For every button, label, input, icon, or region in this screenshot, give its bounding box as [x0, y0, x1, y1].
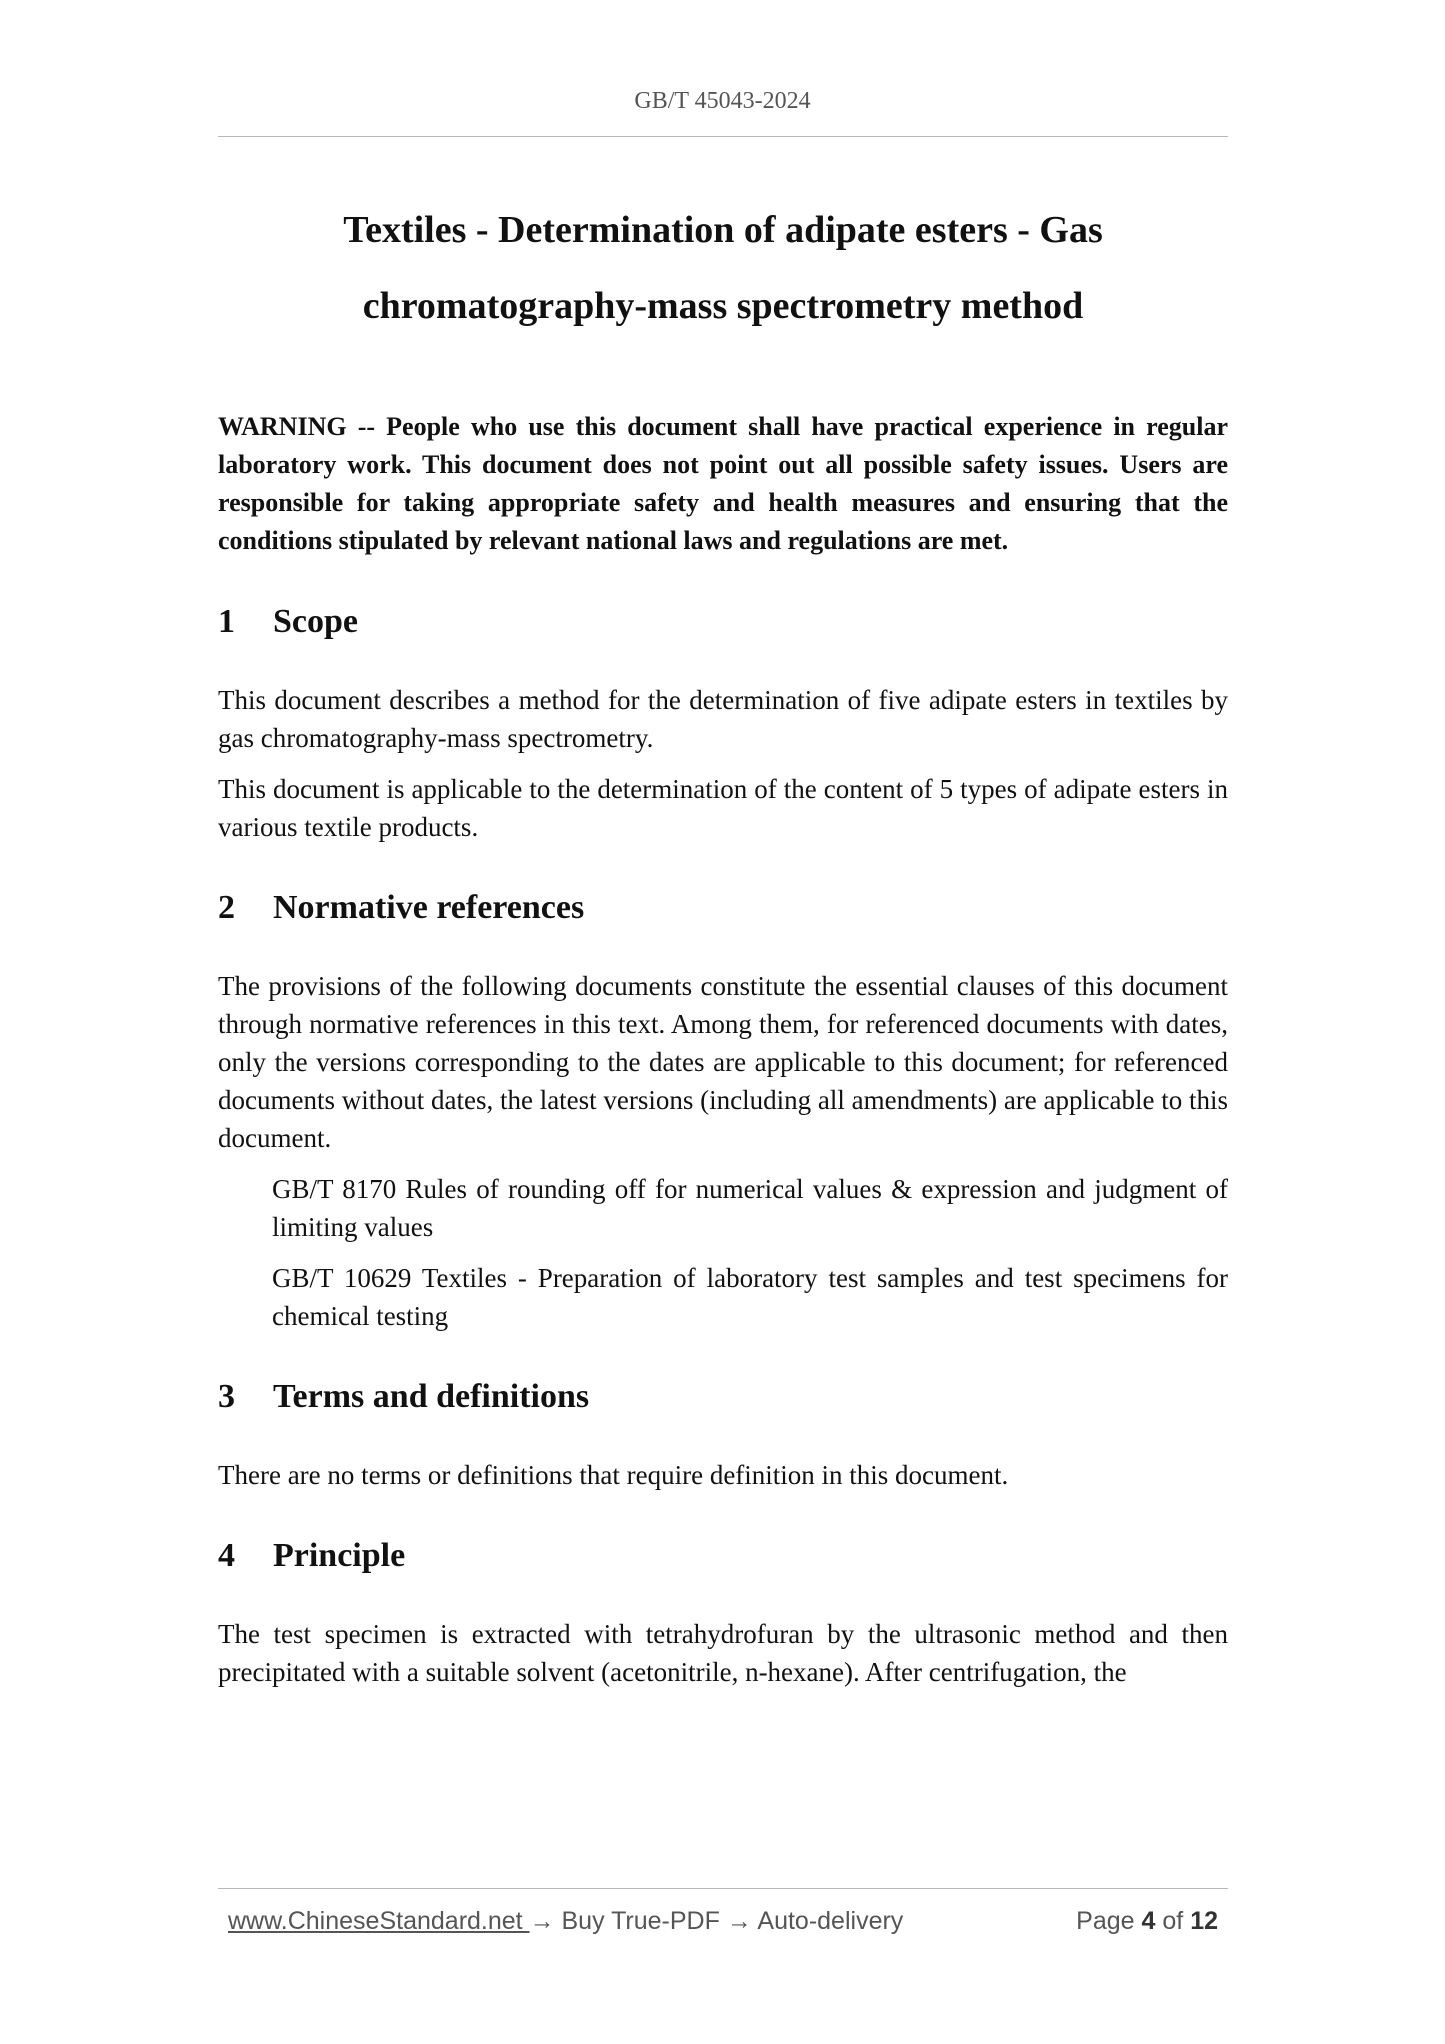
document-title — [218, 192, 1228, 344]
title-line-1: Textiles - Determination of adipate esters - Gas — [343, 209, 1103, 251]
page-total: 12 — [1190, 1907, 1218, 1935]
section-title: Scope — [273, 603, 358, 640]
footer-promo — [228, 1907, 903, 1936]
page-of-label: of — [1162, 1907, 1184, 1935]
website-link[interactable]: www.ChineseStandard.net — [228, 1907, 530, 1935]
normative-references-paragraph: The provisions of the following documents constitute the essential clauses of this document through normative references in this text. Among them, for referenced documents with dates, only the versions corresponding to the dates are applicable to this document; for referenced documents without dates, the latest versions (including all amendments) are applicable to this document. — [218, 971, 1228, 1153]
section-number: 4 — [218, 1537, 235, 1574]
section-number: 2 — [218, 889, 235, 926]
arrow-right-icon: → — [726, 1907, 752, 1935]
principle-paragraph: The test specimen is extracted with tetrahydrofuran by the ultrasonic method and then precipitated with a suitable solvent (acetonitrile, n-hexane). After centrifugation, the — [218, 1619, 1228, 1687]
section-number: 1 — [218, 603, 235, 640]
page-label: Page — [1076, 1907, 1135, 1935]
section-heading-principle — [218, 1534, 1228, 1578]
section-heading-scope — [218, 600, 1228, 644]
title-line-2: chromatography-mass spectrometry method — [362, 285, 1084, 327]
footer-divider — [218, 1888, 1228, 1889]
section-title: Terms and definitions — [273, 1378, 590, 1415]
buy-pdf-text: Buy True-PDF — [554, 1907, 727, 1935]
header-divider — [218, 136, 1228, 137]
page-current: 4 — [1141, 1907, 1156, 1935]
terms-paragraph: There are no terms or definitions that require definition in this document. — [218, 1460, 1009, 1490]
scope-paragraph-1: This document describes a method for the determination of five adipate esters in textiles by gas chromatography-mass spectrometry. — [218, 685, 1228, 753]
section-title: Principle — [273, 1537, 406, 1574]
scope-paragraph-2: This document is applicable to the determination of the content of 5 types of adipate esters in various textile products. — [218, 774, 1228, 842]
page-footer — [228, 1907, 1218, 1936]
section-heading-normative-references — [218, 886, 1228, 930]
document-header: GB/T 45043-2024 — [634, 88, 811, 114]
page-indicator — [1076, 1907, 1218, 1936]
section-number: 3 — [218, 1378, 235, 1415]
reference-item: GB/T 10629 Textiles - Preparation of laboratory test samples and test specimens for chemical testing — [272, 1263, 1228, 1331]
document-body — [218, 408, 1228, 1691]
auto-delivery-text: Auto-delivery — [751, 1907, 904, 1935]
reference-item: GB/T 8170 Rules of rounding off for numerical values & expression and judgment of limiting values — [272, 1174, 1228, 1242]
section-title: Normative references — [273, 889, 585, 926]
arrow-right-icon: → — [529, 1907, 555, 1935]
warning-paragraph: WARNING -- People who use this document shall have practical experience in regular laboratory work. This document does not point out all possible safety issues. Users are responsible for taking appropriate safety and health measures and ensuring that the conditions stipulated by relevant national laws and regulations are met. — [218, 412, 1228, 555]
section-heading-terms-and-definitions — [218, 1375, 1228, 1419]
